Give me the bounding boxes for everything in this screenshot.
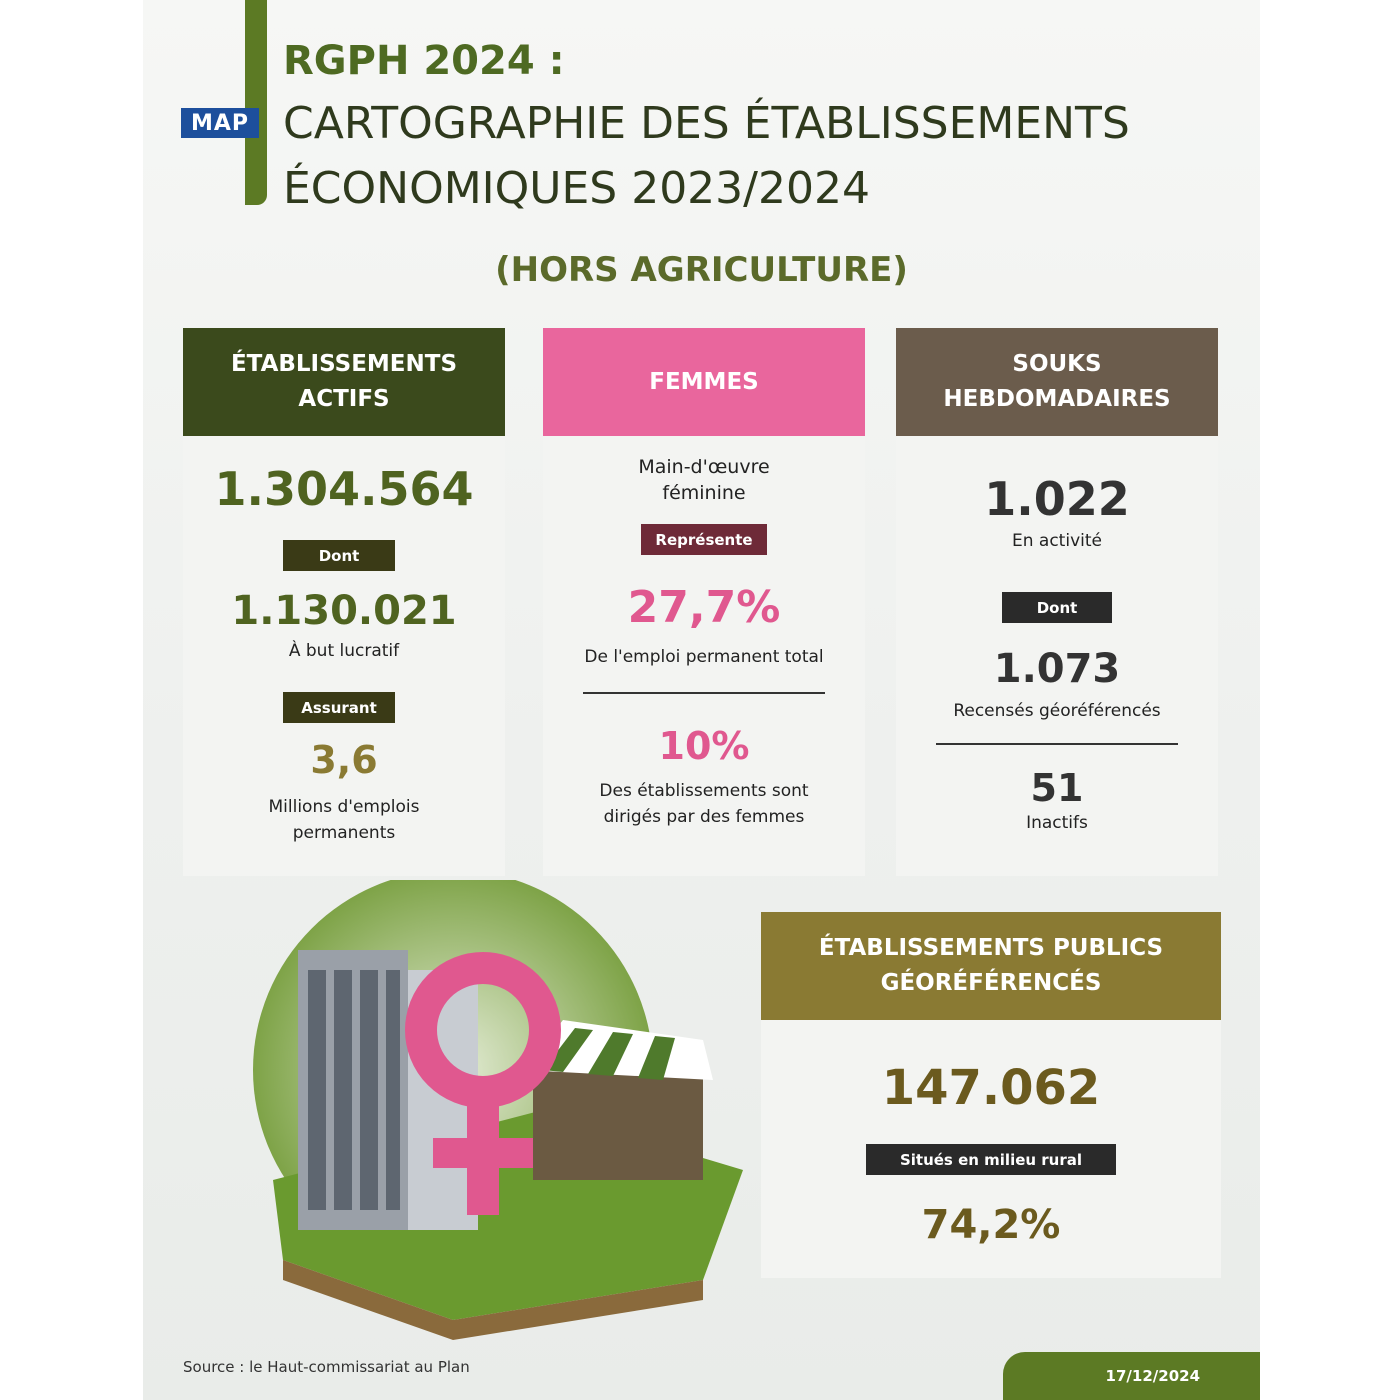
- caption-line: Main-d'œuvre: [638, 456, 770, 478]
- caption-line: permanents: [292, 823, 396, 843]
- total-souks: 1.022: [984, 472, 1130, 526]
- value-diriges-femmes: 10%: [658, 724, 750, 768]
- value-milieu-rural: 74,2%: [921, 1202, 1061, 1248]
- title-line-2: CARTOGRAPHIE DES ÉTABLISSEMENTS: [283, 98, 1130, 149]
- header-souks: [896, 328, 1218, 436]
- tag-dont: Dont: [283, 540, 395, 571]
- date-bar: 17/12/2024: [1003, 1352, 1260, 1400]
- header-line: SOUKS: [1012, 351, 1102, 377]
- map-logo: MAP: [181, 108, 259, 138]
- header-line: ÉTABLISSEMENTS PUBLICS: [818, 935, 1164, 961]
- title-line-1: RGPH 2024 :: [283, 38, 565, 84]
- caption-line: féminine: [662, 482, 746, 504]
- header-line: ÉTABLISSEMENTS: [230, 351, 458, 377]
- value-recenses: 1.073: [993, 646, 1121, 692]
- panel-femmes: [543, 436, 865, 876]
- caption-line: Millions d'emplois: [268, 797, 420, 817]
- panel-etablissements-publics: [761, 1020, 1221, 1278]
- divider: [936, 743, 1178, 745]
- total-etablissements-publics: 147.062: [881, 1060, 1101, 1116]
- caption-recenses: Recensés géoréférencés: [953, 701, 1161, 721]
- header-line: ACTIFS: [298, 386, 390, 412]
- header-etablissements-publics: [761, 912, 1221, 1020]
- total-etablissements: 1.304.564: [214, 462, 474, 516]
- header-etablissements-actifs: [183, 328, 505, 436]
- tag-represente: Représente: [641, 524, 767, 555]
- header-line: GÉORÉFÉRENCÉS: [880, 970, 1102, 996]
- caption-main-oeuvre: [543, 454, 865, 506]
- caption-diriges-femmes: [543, 778, 865, 830]
- value-millions-emplois: 3,6: [310, 738, 378, 782]
- divider: [583, 692, 825, 694]
- source-note: Source : le Haut-commissariat au Plan: [183, 1358, 470, 1376]
- panel-souks: [896, 436, 1218, 876]
- title-accent-bar: [245, 0, 267, 205]
- subtitle: (HORS AGRICULTURE): [495, 250, 908, 290]
- header-line: HEBDOMADAIRES: [943, 386, 1171, 412]
- caption-en-activite: En activité: [1012, 531, 1102, 551]
- tag-assurant: Assurant: [283, 692, 395, 723]
- caption-line: Des établissements sont: [599, 781, 809, 801]
- tag-dont: Dont: [1002, 592, 1112, 623]
- caption-emploi-permanent: De l'emploi permanent total: [584, 647, 824, 667]
- caption-inactifs: Inactifs: [1026, 813, 1088, 833]
- caption-millions-emplois: [183, 794, 505, 846]
- value-emploi-feminin: 27,7%: [627, 582, 781, 633]
- tag-milieu-rural: Situés en milieu rural: [866, 1144, 1116, 1175]
- value-inactifs: 51: [1030, 766, 1084, 810]
- caption-but-lucratif: À but lucratif: [288, 641, 400, 661]
- value-but-lucratif: 1.130.021: [231, 588, 457, 634]
- infographic-card: [143, 0, 1260, 1400]
- panel-etablissements-actifs: [183, 436, 505, 876]
- caption-line: dirigés par des femmes: [603, 807, 805, 827]
- city-illustration: [203, 880, 763, 1340]
- header-femmes: FEMMES: [543, 328, 865, 436]
- title-line-3: ÉCONOMIQUES 2023/2024: [283, 163, 870, 214]
